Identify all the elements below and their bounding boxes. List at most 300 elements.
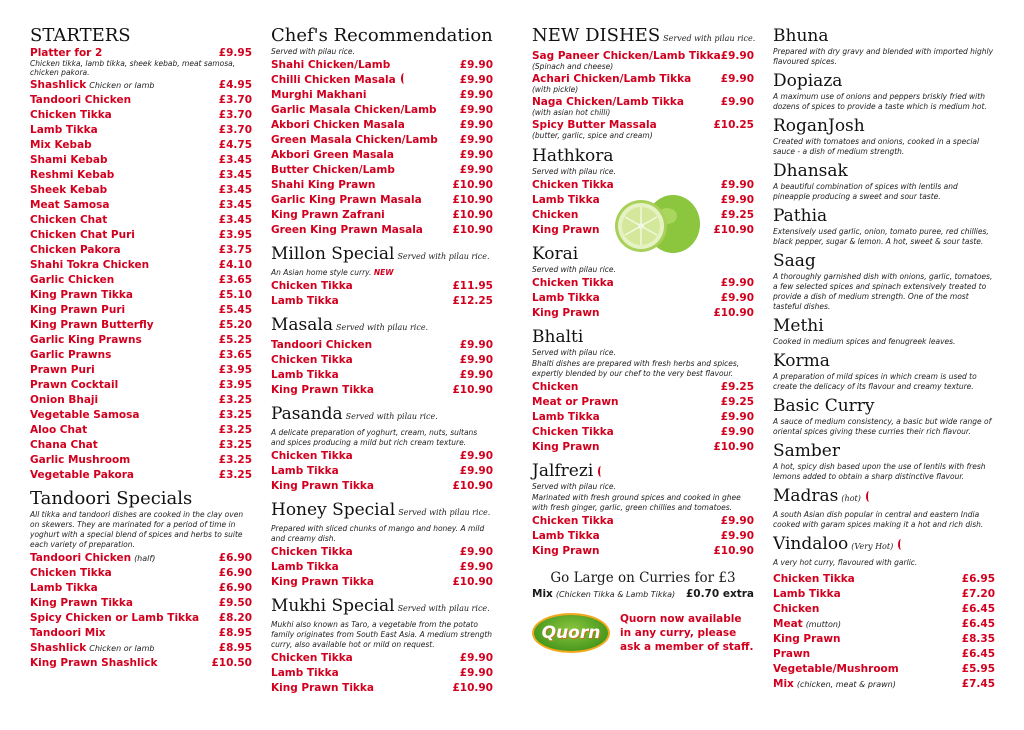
item-name: King Prawn Tikka	[271, 384, 374, 396]
menu-item-spicy-chicken-or-lamb-tikka	[30, 611, 252, 626]
item-description: (with asian hot chilli)	[532, 108, 611, 117]
item-price: £3.25	[218, 454, 252, 466]
item-name: Lamb Tikka	[30, 124, 98, 136]
curry-style-korma	[773, 351, 995, 392]
item-name: Shahi King Prawn	[271, 179, 376, 191]
menu-item-chana-chat	[30, 438, 252, 453]
item-name: Garlic Masala Chicken/Lamb	[271, 104, 437, 116]
pasanda-section	[271, 404, 493, 494]
jalfrezi-list	[532, 514, 754, 559]
item-name: Green King Prawn Masala	[271, 224, 423, 236]
item-name: Mix (chicken, meat & prawn)	[773, 678, 896, 690]
quorn-promo	[532, 612, 754, 654]
item-name: Lamb Tikka	[30, 582, 98, 594]
item-name: Tandoori Mix	[30, 627, 106, 639]
style-desc: A maximum use of onions and peppers briskly fried with dozens of spices to provide a taste which is medium hot.	[773, 92, 987, 111]
menu-item-lamb-tikka	[30, 123, 252, 138]
menu-item-green-king-prawn-masala	[271, 223, 493, 238]
menu-item-chicken-chat	[30, 213, 252, 228]
item-price: £9.90	[459, 354, 493, 366]
item-name: Garlic King Prawn Masala	[271, 194, 422, 206]
curry-styles-list	[773, 26, 995, 568]
item-price: £6.90	[218, 552, 252, 564]
item-price: £3.95	[218, 379, 252, 391]
millon-desc: An Asian home style curry. NEW	[271, 268, 394, 277]
item-price: £9.90	[459, 149, 493, 161]
item-name: Spicy Butter Massala	[532, 119, 657, 131]
item-price: £9.90	[720, 277, 754, 289]
menu-item-garlic-king-prawns	[30, 333, 252, 348]
item-name: King Prawn Tikka	[30, 289, 133, 301]
style-prices-list	[773, 572, 995, 692]
item-name: Platter for 2	[30, 47, 103, 59]
go-large-mix-row	[532, 587, 754, 602]
item-name: Lamb Tikka	[271, 667, 339, 679]
style-desc: A thoroughly garnished dish with onions, garlic, tomatoes, a few selected spices and spinach extensively treated to provide a dish of medium strength. One of the most tasteful dishes.	[773, 272, 993, 311]
menu-item-lamb-tikka	[532, 291, 754, 306]
menu-item-prawn	[773, 647, 995, 662]
item-price: £3.65	[218, 349, 252, 361]
item-price: £3.25	[218, 439, 252, 451]
chili-icon	[898, 539, 904, 550]
item-name: Tandoori Chicken (half)	[30, 552, 156, 564]
newdishes-title: NEW DISHES Served with pilau rice.	[532, 25, 756, 46]
item-name: Chana Chat	[30, 439, 98, 451]
tandoori-desc: All tikka and tandoori dishes are cooked in the clay oven on skewers. They are marinated for a period of time in yoghurt with a special blend of spices and herbs to suite each variety of preparation.	[30, 510, 244, 549]
menu-item-garlic-chicken	[30, 273, 252, 288]
item-price: £3.45	[218, 199, 252, 211]
item-name: Chicken Tikka	[271, 546, 353, 558]
menu-item-butter-chicken-lamb	[271, 163, 493, 178]
menu-item-chicken-tikka	[271, 545, 493, 560]
honey-section	[271, 500, 493, 590]
menu-item-akbori-green-masala	[271, 148, 493, 163]
item-name: Tandoori Chicken	[30, 94, 132, 106]
item-price: £10.90	[452, 682, 493, 694]
curry-style-methi	[773, 316, 995, 347]
item-price: £10.50	[211, 657, 252, 669]
style-title: Korma	[773, 351, 830, 371]
menu-item-chicken-tikka	[532, 276, 754, 291]
item-price: £5.45	[218, 304, 252, 316]
menu-item-lamb-tikka	[271, 368, 493, 383]
column-new-dishes	[532, 26, 754, 654]
style-title: Dhansak	[773, 161, 848, 181]
item-price: £9.90	[720, 426, 754, 438]
style-desc: A sauce of medium consistency, a basic but wide range of oriental spices giving these curries their rich flavour.	[773, 417, 992, 436]
menu-item-vegetable-mushroom	[773, 662, 995, 677]
item-price: £3.70	[218, 94, 252, 106]
item-name: Lamb Tikka	[271, 295, 339, 307]
item-name: Shahi Chicken/Lamb	[271, 59, 391, 71]
item-name: Spicy Chicken or Lamb Tikka	[30, 612, 200, 624]
tandoori-section	[30, 489, 252, 671]
menu-item-meat	[773, 617, 995, 632]
honey-desc: Prepared with sliced chunks of mango and honey. A mild and creamy dish.	[271, 524, 485, 543]
style-title: Methi	[773, 316, 824, 336]
item-name: Shashlick Chicken or lamb	[30, 642, 155, 654]
menu-item-vegetable-samosa	[30, 408, 252, 423]
item-price: £9.90	[459, 561, 493, 573]
menu-item-tandoori-mix	[30, 626, 252, 641]
menu-item-king-prawn-tikka	[271, 681, 493, 696]
style-title: Pathia	[773, 206, 828, 226]
item-name: Chicken Tikka	[532, 515, 614, 527]
curry-style-basic-curry	[773, 396, 995, 437]
pasanda-title: Pasanda Served with pilau rice.	[271, 404, 438, 424]
item-price: £10.90	[452, 480, 493, 492]
honey-list	[271, 545, 493, 590]
item-name: Chicken Tikka	[271, 652, 353, 664]
item-name: Chicken	[773, 603, 820, 615]
item-name: Naga Chicken/Lamb Tikka	[532, 96, 684, 108]
millon-section	[271, 244, 493, 309]
item-name: King Prawn Tikka	[271, 682, 374, 694]
item-name: Meat Samosa	[30, 199, 110, 211]
item-price: £9.90	[459, 134, 493, 146]
jalfrezi-sub: Served with pilau rice.	[532, 482, 616, 491]
menu-item-lamb-tikka	[532, 410, 754, 425]
item-name: Chicken Tikka	[30, 567, 112, 579]
item-name: Chicken Tikka	[532, 426, 614, 438]
item-name: Chicken Chat Puri	[30, 229, 135, 241]
menu-item-lamb-tikka	[271, 560, 493, 575]
curry-style-roganjosh	[773, 116, 995, 157]
menu-item-king-prawn-butterfly	[30, 318, 252, 333]
item-price: £3.65	[218, 274, 252, 286]
korai-title: Korai	[532, 244, 579, 264]
menu-item-green-masala-chicken-lamb	[271, 133, 493, 148]
column-starters	[30, 26, 252, 677]
style-title: Bhuna	[773, 26, 829, 46]
item-price: £9.90	[459, 369, 493, 381]
item-name: King Prawn Zafrani	[271, 209, 385, 221]
item-price: £9.90	[459, 59, 493, 71]
item-name: Prawn Cocktail	[30, 379, 119, 391]
item-price: £5.95	[961, 663, 995, 675]
style-title: Madras (hot)	[773, 486, 995, 509]
menu-item-garlic-prawns	[30, 348, 252, 363]
item-name: Aloo Chat	[30, 424, 88, 436]
menu-item-mix	[773, 677, 995, 692]
curry-style-madras	[773, 486, 995, 530]
curry-style-samber	[773, 441, 995, 482]
mix-label: Mix (Chicken Tikka & Lamb Tikka)	[532, 588, 676, 600]
item-price: £9.90	[720, 411, 754, 423]
menu-item-murghi-makhani	[271, 88, 493, 103]
item-name: Vegetable Pakora	[30, 469, 134, 481]
mukhi-desc: Mukhi also known as Taro, a vegetable from the potato family originates from South East Asia. A medium strength curry, also available hot or mild on request.	[271, 620, 493, 649]
menu-item-king-prawn-tikka	[271, 479, 493, 494]
item-price: £9.90	[459, 667, 493, 679]
item-name: Vegetable/Mushroom	[773, 663, 899, 675]
item-price: £9.25	[720, 381, 754, 393]
menu-item-king-prawn-tikka	[271, 575, 493, 590]
item-price: £10.90	[713, 545, 754, 557]
menu-item-shami-kebab	[30, 153, 252, 168]
menu-item-king-prawn	[532, 306, 754, 321]
item-price: £3.25	[218, 394, 252, 406]
chili-icon	[401, 73, 407, 84]
chefs-title: Chef's Recommendation	[271, 25, 493, 46]
item-name: Chicken Tikka	[532, 179, 614, 191]
item-name: King Prawn	[532, 545, 600, 557]
menu-item-meat-or-prawn	[532, 395, 754, 410]
item-price: £4.75	[218, 139, 252, 151]
menu-item-shashlick	[30, 78, 252, 93]
curry-style-dhansak	[773, 161, 995, 202]
item-name: Chicken Tikka	[271, 450, 353, 462]
item-name: Lamb Tikka	[532, 292, 600, 304]
menu-item-reshmi-kebab	[30, 168, 252, 183]
tandoori-list	[30, 551, 252, 671]
item-price: £10.90	[452, 209, 493, 221]
starters-section	[30, 26, 252, 483]
style-desc: A south Asian dish popular in central and eastern India cooked with garam spices making it a hot and rich dish.	[773, 510, 984, 529]
menu-item-king-prawn-tikka	[30, 288, 252, 303]
item-name: King Prawn Butterfly	[30, 319, 154, 331]
menu-item-akbori-chicken-masala	[271, 118, 493, 133]
menu-item-chicken-tikka	[30, 566, 252, 581]
chefs-section	[271, 26, 493, 238]
item-price: £9.90	[720, 530, 754, 542]
pasanda-list	[271, 449, 493, 494]
item-name: King Prawn	[532, 441, 600, 453]
bhalti-list	[532, 380, 754, 455]
item-name: Akbori Green Masala	[271, 149, 394, 161]
item-price: £3.25	[218, 469, 252, 481]
menu-item-lamb-tikka	[532, 529, 754, 544]
menu-item-garlic-mushroom	[30, 453, 252, 468]
menu-item-chicken-chat-puri	[30, 228, 252, 243]
style-desc: A hot, spicy dish based upon the use of lentils with fresh lemons added to obtain a sharp distinctive flavour.	[773, 462, 986, 481]
item-price: £10.90	[452, 179, 493, 191]
item-price: £7.45	[961, 678, 995, 690]
menu-item-aloo-chat	[30, 423, 252, 438]
item-price: £6.45	[961, 603, 995, 615]
menu-item-mix-kebab	[30, 138, 252, 153]
item-name: Achari Chicken/Lamb Tikka	[532, 73, 692, 85]
item-name: Butter Chicken/Lamb	[271, 164, 395, 176]
bhalti-section	[532, 327, 754, 455]
menu-item-garlic-masala-chicken-lamb	[271, 103, 493, 118]
item-price: £9.90	[459, 104, 493, 116]
item-description: (Spinach and cheese)	[532, 62, 614, 71]
item-price: £9.90	[459, 74, 493, 86]
menu-item-shahi-king-prawn	[271, 178, 493, 193]
item-name: Lamb Tikka	[773, 588, 841, 600]
item-name: Garlic Prawns	[30, 349, 112, 361]
menu-item-shashlick	[30, 641, 252, 656]
item-price: £5.10	[218, 289, 252, 301]
item-description: Chicken tikka, lamb tikka, sheek kebab, meat samosa, chicken pakora.	[30, 59, 236, 77]
item-price: £6.90	[218, 582, 252, 594]
item-price: £8.35	[961, 633, 995, 645]
item-price: £9.90	[720, 73, 754, 85]
item-price: £9.25	[720, 396, 754, 408]
item-price: £6.90	[218, 567, 252, 579]
item-name: Sag Paneer Chicken/Lamb Tikka	[532, 50, 721, 62]
item-price: £10.90	[452, 384, 493, 396]
item-price: £9.90	[720, 194, 754, 206]
menu-item-chicken-pakora	[30, 243, 252, 258]
menu-item-vegetable-pakora	[30, 468, 252, 483]
menu-item-prawn-puri	[30, 363, 252, 378]
masala-list	[271, 338, 493, 398]
item-price: £9.90	[720, 515, 754, 527]
item-price: £10.90	[713, 224, 754, 236]
menu-item-meat-samosa	[30, 198, 252, 213]
item-name: Onion Bhaji	[30, 394, 99, 406]
menu-item-tandoori-chicken	[30, 93, 252, 108]
menu-item-lamb-tikka	[271, 294, 493, 309]
item-name: Chicken	[532, 209, 579, 221]
item-name: King Prawn Tikka	[30, 597, 133, 609]
item-price: £9.90	[720, 292, 754, 304]
curry-style-saag	[773, 251, 995, 312]
newdishes-list	[532, 49, 754, 140]
item-price: £3.25	[218, 409, 252, 421]
starters-title: STARTERS	[30, 25, 131, 46]
item-price: £9.90	[459, 450, 493, 462]
item-price: £12.25	[452, 295, 493, 307]
item-name: Lamb Tikka	[532, 530, 600, 542]
menu-item-chicken-tikka	[532, 514, 754, 529]
item-name: King Prawn Tikka	[271, 480, 374, 492]
pasanda-desc: A delicate preparation of yoghurt, cream, nuts, sultans and spices producing a mild but rich cream texture.	[271, 428, 478, 447]
honey-title: Honey Special Served with pilau rice.	[271, 500, 491, 520]
menu-item-chicken-tikka	[271, 353, 493, 368]
item-price: £10.90	[452, 224, 493, 236]
item-price: £9.50	[218, 597, 252, 609]
menu-item-chicken-tikka	[773, 572, 995, 587]
item-price: £9.90	[459, 89, 493, 101]
item-price: £8.20	[218, 612, 252, 624]
menu-item-king-prawn	[773, 632, 995, 647]
korai-list	[532, 276, 754, 321]
menu-item-chicken-tikka	[271, 449, 493, 464]
item-price: £3.95	[218, 364, 252, 376]
item-name: King Prawn	[773, 633, 841, 645]
item-price: £3.45	[218, 184, 252, 196]
menu-item-lamb-tikka	[271, 666, 493, 681]
menu-item-chicken-tikka	[271, 279, 493, 294]
item-price: £10.90	[452, 576, 493, 588]
item-name: Chicken Tikka	[532, 277, 614, 289]
item-name: Chicken Tikka	[30, 109, 112, 121]
item-price: £5.20	[218, 319, 252, 331]
item-name: King Prawn	[532, 307, 600, 319]
menu-item-lamb-tikka	[271, 464, 493, 479]
menu-item-chicken	[532, 380, 754, 395]
menu-item-chicken	[773, 602, 995, 617]
jalfrezi-section	[532, 461, 754, 559]
tandoori-title: Tandoori Specials	[30, 488, 193, 509]
item-price: £9.90	[459, 339, 493, 351]
item-name: Sheek Kebab	[30, 184, 108, 196]
item-price: £9.90	[720, 96, 754, 108]
item-name: Shashlick Chicken or lamb	[30, 79, 155, 91]
chefs-list	[271, 58, 493, 238]
item-price: £3.70	[218, 124, 252, 136]
style-title: Saag	[773, 251, 816, 271]
item-name: King Prawn Puri	[30, 304, 126, 316]
menu-item-shahi-chicken-lamb	[271, 58, 493, 73]
curry-style-bhuna	[773, 26, 995, 67]
item-price: £3.45	[218, 169, 252, 181]
menu-item-king-prawn	[532, 544, 754, 559]
style-desc: Cooked in medium spices and fenugreek leaves.	[773, 337, 956, 346]
menu-item-chicken-tikka	[271, 651, 493, 666]
item-name: Prawn Puri	[30, 364, 95, 376]
item-price: £9.90	[720, 50, 754, 62]
item-price: £6.95	[961, 573, 995, 585]
item-price: £3.95	[218, 229, 252, 241]
item-price: £8.95	[218, 627, 252, 639]
item-price: £3.70	[218, 109, 252, 121]
item-name: Murghi Makhani	[271, 89, 367, 101]
item-price: £10.90	[713, 441, 754, 453]
item-price: £9.90	[459, 652, 493, 664]
column-curry-styles	[773, 26, 995, 692]
item-name: Meat or Prawn	[532, 396, 619, 408]
item-description: (butter, garlic, spice and cream)	[532, 131, 653, 140]
masala-title: Masala Served with pilau rice.	[271, 315, 429, 335]
item-name: Lamb Tikka	[532, 194, 600, 206]
item-price: £9.95	[218, 47, 252, 59]
item-price: £9.90	[459, 119, 493, 131]
style-desc: Extensively used garlic, onion, tomato puree, red chillies, black pepper, sugar & lemon. A hot, sweet & sour taste.	[773, 227, 989, 246]
item-name: Akbori Chicken Masala	[271, 119, 405, 131]
item-name: King Prawn	[532, 224, 600, 236]
item-name: Vegetable Samosa	[30, 409, 140, 421]
item-name: Prawn	[773, 648, 811, 660]
item-price: £9.25	[720, 209, 754, 221]
hathkora-title: Hathkora	[532, 146, 614, 166]
menu-item-king-prawn	[532, 440, 754, 455]
style-title: Samber	[773, 441, 840, 461]
chili-icon	[866, 491, 872, 502]
item-price: £9.90	[459, 546, 493, 558]
menu-item-tandoori-chicken	[271, 338, 493, 353]
bhalti-desc: Bhalti dishes are prepared with fresh herbs and spices, expertly blended by our chef to the very best flavour.	[532, 359, 740, 378]
menu-item-king-prawn-puri	[30, 303, 252, 318]
jalfrezi-title: Jalfrezi	[532, 461, 754, 481]
item-price: £11.95	[452, 280, 493, 292]
item-price: £10.90	[713, 307, 754, 319]
menu-item-lamb-tikka	[773, 587, 995, 602]
item-name: Green Masala Chicken/Lamb	[271, 134, 438, 146]
hathkora-sub: Served with pilau rice.	[532, 167, 616, 176]
item-price: £3.25	[218, 424, 252, 436]
mix-price: £0.70 extra	[685, 588, 754, 600]
item-name: Chicken Tikka	[271, 280, 353, 292]
item-name: Garlic Mushroom	[30, 454, 131, 466]
item-name: Lamb Tikka	[271, 465, 339, 477]
lime-icon	[607, 190, 705, 256]
style-title: Vindaloo (Very Hot)	[773, 534, 995, 557]
menu-item-king-prawn-shashlick	[30, 656, 252, 671]
style-desc: A preparation of mild spices in which cream is used to create the delicacy of its flavour and creamy texture.	[773, 372, 977, 391]
chili-icon	[598, 466, 604, 477]
style-desc: A very hot curry, flavoured with garlic.	[773, 558, 918, 567]
mukhi-section	[271, 596, 493, 696]
item-name: Tandoori Chicken	[271, 339, 373, 351]
item-price: £10.90	[452, 194, 493, 206]
jalfrezi-desc: Marinated with fresh ground spices and cooked in ghee with fresh ginger, garlic, green chillies and tomatoes.	[532, 493, 741, 512]
menu-item-king-prawn-zafrani	[271, 208, 493, 223]
item-name: Meat (mutton)	[773, 618, 842, 630]
